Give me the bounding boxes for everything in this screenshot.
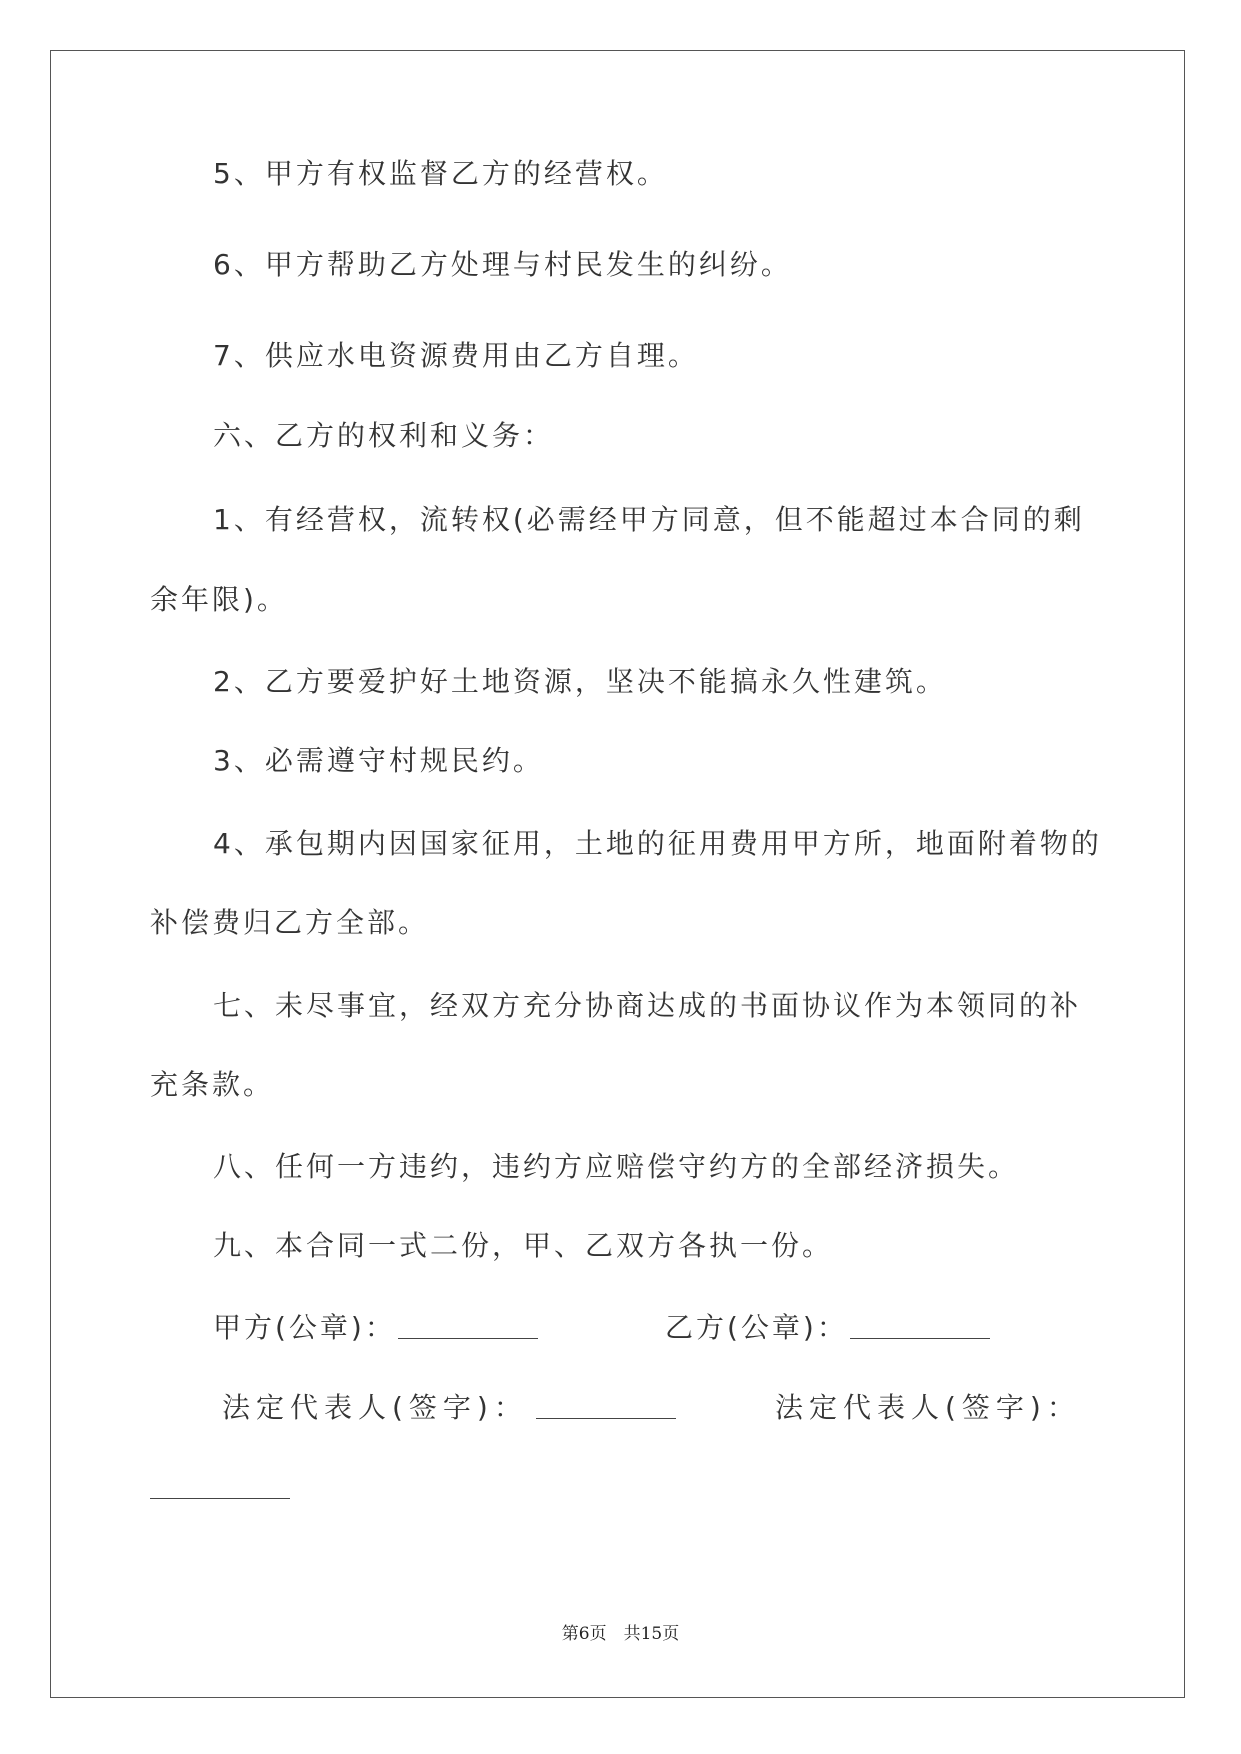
paragraph-5: 5、甲方有权监督乙方的经营权。	[213, 157, 668, 190]
section-seven-line-1: 七、未尽事宜，经双方充分协商达成的书面协议作为本领同的补	[213, 989, 1082, 1022]
page-number-footer: 第6页 共15页	[561, 1624, 680, 1644]
section-six-item-4-line-1: 4、承包期内因国家征用，土地的征用费用甲方所，地面附着物的	[213, 827, 1102, 860]
section-six-item-1-line-1: 1、有经营权，流转权(必需经甲方同意，但不能超过本合同的剩	[213, 503, 1085, 536]
paragraph-7: 7、供应水电资源费用由乙方自理。	[213, 339, 699, 372]
section-eight: 八、任何一方违约，违约方应赔偿守约方的全部经济损失。	[213, 1150, 1020, 1183]
party-b-rep-label: 法定代表人(签字)：	[775, 1391, 1081, 1424]
party-b-rep-blank	[150, 1497, 290, 1499]
party-a-rep-label: 法定代表人(签字)：	[222, 1391, 528, 1424]
section-seven-line-2: 充条款。	[150, 1068, 275, 1101]
party-b-seal-label: 乙方(公章)：	[665, 1311, 848, 1344]
section-nine: 九、本合同一式二份，甲、乙双方各执一份。	[213, 1229, 834, 1262]
page-border	[50, 50, 1185, 1698]
party-b-seal-blank	[850, 1337, 990, 1339]
section-six-item-4-line-2: 补偿费归乙方全部。	[150, 906, 430, 939]
paragraph-6: 6、甲方帮助乙方处理与村民发生的纠纷。	[213, 248, 792, 281]
section-six-item-1-line-2: 余年限)。	[150, 583, 288, 616]
party-a-seal-blank	[398, 1337, 538, 1339]
section-six-item-3: 3、必需遵守村规民约。	[213, 744, 544, 777]
party-a-seal-label: 甲方(公章)：	[213, 1311, 396, 1344]
section-six-item-2: 2、乙方要爱护好土地资源，坚决不能搞永久性建筑。	[213, 665, 947, 698]
section-six-heading: 六、乙方的权利和义务：	[213, 419, 555, 452]
party-a-rep-blank	[536, 1417, 676, 1419]
